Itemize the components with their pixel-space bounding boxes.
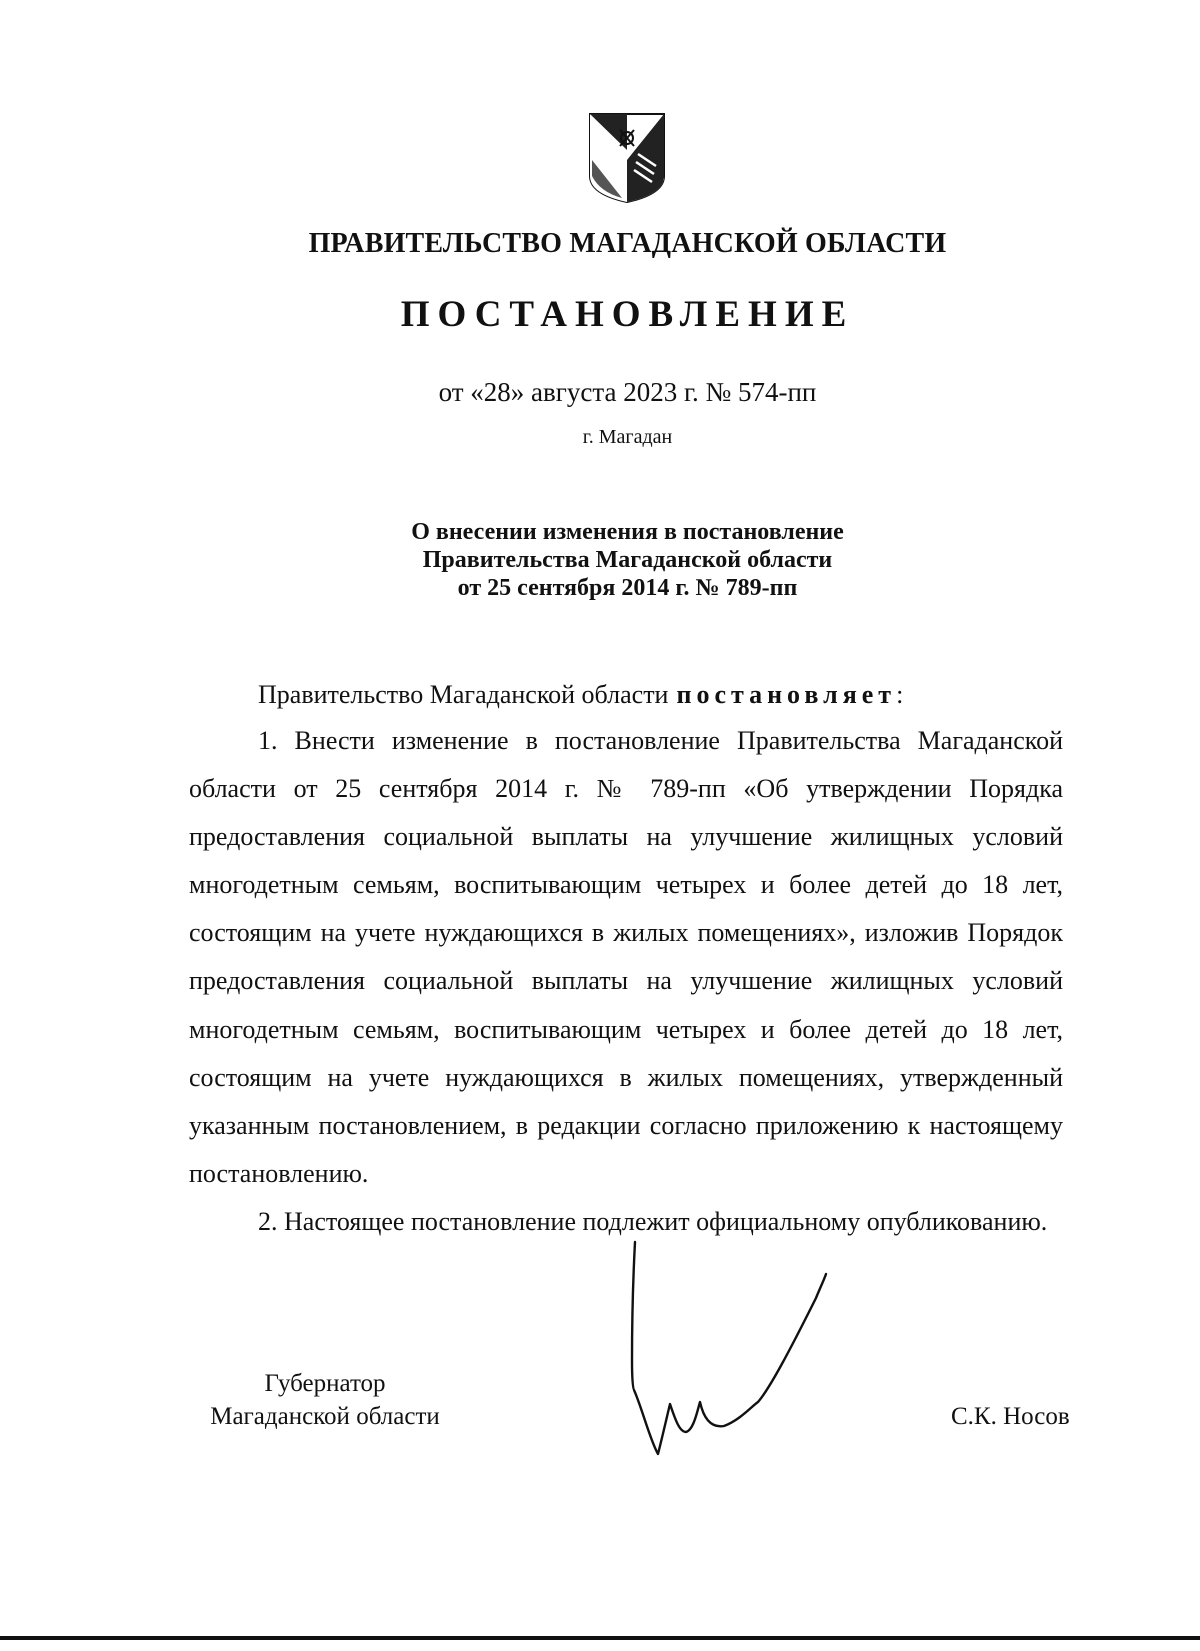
document-body xyxy=(189,717,1063,1246)
preamble-decree-word: постановляет xyxy=(676,680,897,709)
document-city: г. Магадан xyxy=(582,426,673,448)
government-title: ПРАВИТЕЛЬСТВО МАГАДАНСКОЙ ОБЛАСТИ xyxy=(308,228,947,259)
handwritten-signature xyxy=(620,1240,880,1500)
subject-line: Правительства Магаданской области xyxy=(422,547,833,573)
signatory-name: С.К. Носов xyxy=(951,1403,1070,1430)
subject-line: О внесении изменения в постановление xyxy=(411,519,844,545)
subject-line: от 25 сентября 2014 г. № 789-пп xyxy=(457,575,798,601)
document-date-number: от «28» августа 2023 г. № 574-пп xyxy=(438,377,817,407)
document-item: 2. Настоящее постановление подлежит официальному опубликованию. xyxy=(258,1206,1048,1236)
document-item: 1. Внести изменение в постановление Правительства Магаданской области от 25 сентября 2014 г. № 789-пп «Об утверждении Порядка предоставления социальной выплаты на улучшение жилищных условий многодетным семьям, воспитывающим четырех и более детей до 18 лет, состоящим на учете нуждающихся в жилых помещениях», изложив Порядок предоставления социальной выплаты на улучшение жилищных условий многодетным семьям, воспитывающим четырех и более детей до 18 лет, состоящим на учете нуждающихся в жилых помещениях, утвержденный указанным постановлением, в редакции согласно приложению к настоящему постановлению. xyxy=(189,726,1063,1188)
document-type: ПОСТАНОВЛЕНИЕ xyxy=(400,294,855,335)
signatory-position xyxy=(190,1367,460,1433)
signatory-position-line: Губернатор xyxy=(264,1370,386,1397)
bottom-rule xyxy=(0,1636,1200,1640)
preamble-lead: Правительство Магаданской области xyxy=(258,680,669,709)
document-subject xyxy=(0,518,1200,602)
signatory-position-line: Магаданской области xyxy=(210,1403,440,1430)
coat-of-arms-icon xyxy=(586,110,668,204)
preamble xyxy=(258,680,903,710)
preamble-colon: : xyxy=(896,680,904,709)
